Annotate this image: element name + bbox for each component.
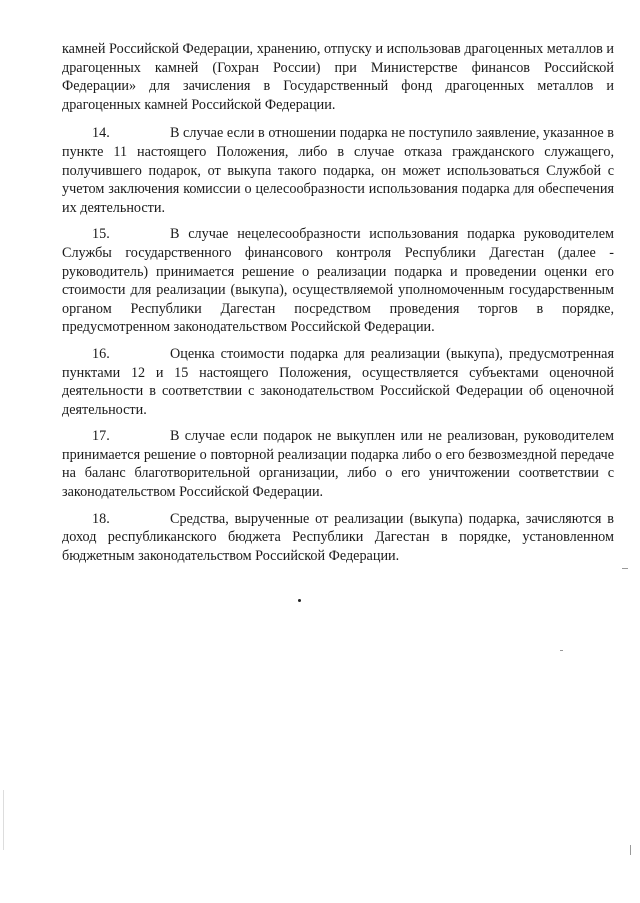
- paragraph-number: 18.: [92, 510, 110, 527]
- scan-artifact-mark: [630, 845, 631, 855]
- scan-artifact-mark: [622, 568, 628, 569]
- paragraph-text: Средства, вырученные от реализации (выкупа) подарка, зачисляются в доход республиканского бюджета Республики Дагестан в порядке, установленном бюджетным законодательством Российской Федерации.: [62, 510, 614, 564]
- scan-edge-mark: [3, 790, 4, 850]
- scan-artifact-mark: [560, 650, 563, 651]
- paragraph-text: В случае если подарок не выкуплен или не реализован, руководителем принимается решение о повторной реализации подарка либо о его безвозмездной передаче на баланс благотворительной организации, либо о его уничтожении соответствии с законодательством Российской Федерации.: [62, 428, 614, 501]
- paragraph-number: 14.: [92, 125, 110, 142]
- paragraph-14: [62, 124, 614, 217]
- paragraph-15: [62, 225, 614, 337]
- paragraph-continuation: [62, 40, 614, 114]
- scan-artifact-dot: [298, 599, 301, 602]
- paragraph-17: [62, 427, 614, 501]
- paragraph-text: камней Российской Федерации, хранению, отпуску и использовав драгоценных металлов и драгоценных камней (Гохран России) при Министерстве финансов Российской Федерации» для зачисления в Государственный фонд драгоценных металлов и драгоценных камней Российской Федерации.: [62, 41, 614, 113]
- paragraph-number: 16.: [92, 345, 110, 362]
- paragraph-text: В случае нецелесообразности использования подарка руководителем Службы государственного финансового контроля Республики Дагестан (далее - руководитель) принимается решение о реализации подарка и проведении оценки его стоимости для реализации (выкупа), осуществляемой уполномоченным государственным органом Республики Дагестан посредством проведения торгов в порядке, предусмотренном законодательством Российской Федерации.: [62, 226, 614, 336]
- document-page: [62, 40, 614, 573]
- paragraph-number: 17.: [92, 428, 110, 445]
- paragraph-text: Оценка стоимости подарка для реализации (выкупа), предусмотренная пунктами 12 и 15 настоящего Положения, осуществляется субъектами оценочной деятельности в соответствии с законодательством Российской Федерации об оценочной деятельности.: [62, 345, 614, 418]
- paragraph-16: [62, 345, 614, 419]
- paragraph-18: [62, 510, 614, 566]
- paragraph-text: В случае если в отношении подарка не поступило заявление, указанное в пункте 11 настоящего Положения, либо в случае отказа гражданского служащего, получившего подарок, от выкупа такого подарка, он может использоваться Службой с учетом заключения комиссии о целесообразности использования подарка для обеспечения их деятельности.: [62, 125, 614, 216]
- paragraph-number: 15.: [92, 226, 110, 243]
